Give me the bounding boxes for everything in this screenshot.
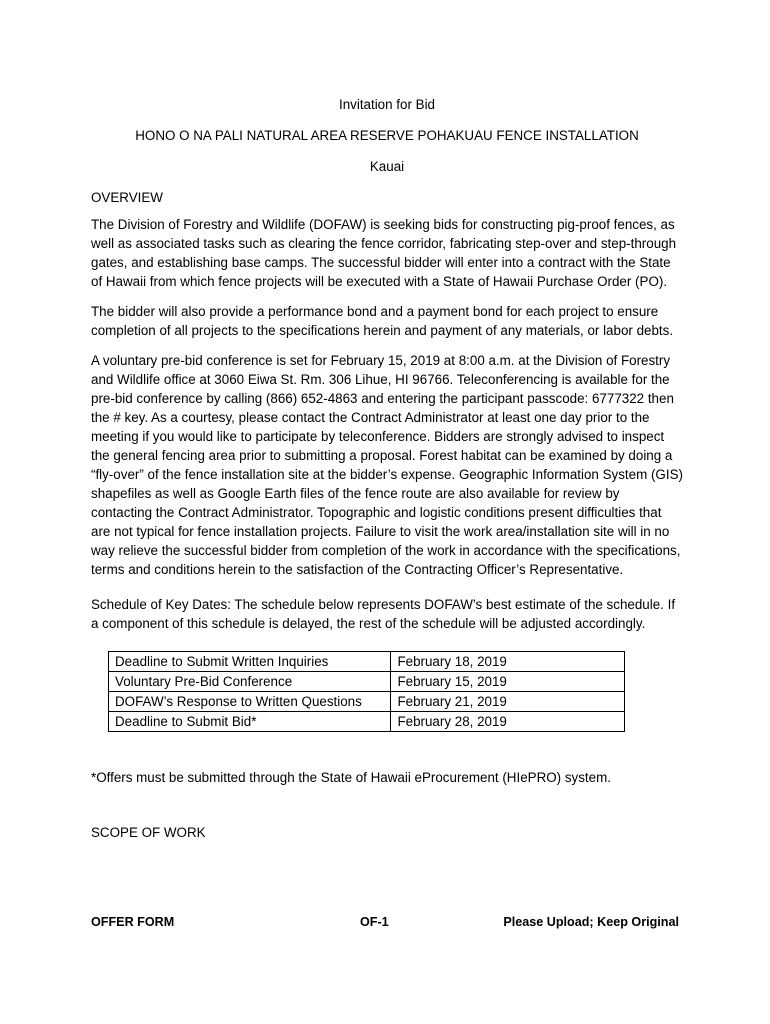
- overview-heading: OVERVIEW: [91, 190, 163, 205]
- paragraph-conference: A voluntary pre-bid conference is set for February 15, 2019 at 8:00 a.m. at the Division of Forestry and Wildlife office at 3060 Eiwa St. Rm. 306 Lihue, HI 96766. Teleconferencing is available for the pre-bid conference by calling (866) 652-4863 and entering the participant passcode: 6777322 then the # key. As a courtesy, please contact the Contract Administrator at least one day prior to the meeting if you would like to participate by teleconference. Bidders are strongly advised to inspect the general fencing area prior to submitting a proposal. Forest habitat can be examined by doing a “fly-over” of the fence installation site at the bidder’s expense. Geographic Information System (GIS) shapefiles as well as Google Earth files of the fence route are also available for review by contacting the Contract Administrator. Topographic and logistic conditions present difficulties that are not typical for fence installation projects. Failure to visit the work area/installation site will in no way relieve the successful bidder from completion of the work in accordance with the specifications, terms and conditions herein to the satisfaction of the Contracting Officer’s Representative.: [91, 353, 683, 577]
- schedule-date: February 28, 2019: [391, 712, 625, 732]
- schedule-event: Deadline to Submit Bid*: [109, 712, 391, 732]
- offers-note: *Offers must be submitted through the State of Hawaii eProcurement (HIePRO) system.: [91, 770, 611, 785]
- table-row: [109, 712, 625, 732]
- document-location: Kauai: [369, 159, 405, 174]
- schedule-date: February 18, 2019: [391, 652, 625, 672]
- table-row: [109, 652, 625, 672]
- paragraph-bonds: The bidder will also provide a performance bond and a payment bond for each project to ensure completion of all projects to the specifications herein and payment of any materials, or labor debts.: [91, 304, 674, 338]
- table-row: [109, 692, 625, 712]
- schedule-date: February 21, 2019: [391, 692, 625, 712]
- document-title: Invitation for Bid: [338, 97, 436, 112]
- schedule-intro: Schedule of Key Dates: The schedule below represents DOFAW’s best estimate of the schedule. If a component of this schedule is delayed, the rest of the schedule will be adjusted accordingly.: [91, 597, 676, 631]
- schedule-event: Deadline to Submit Written Inquiries: [109, 652, 391, 672]
- paragraph-intro: The Division of Forestry and Wildlife (DOFAW) is seeking bids for constructing pig-proof fences, as well as associated tasks such as clearing the fence corridor, fabricating step-over and step-through gates, and establishing base camps. The successful bidder will enter into a contract with the State of Hawaii from which fence projects will be executed with a State of Hawaii Purchase Order (PO).: [91, 217, 677, 289]
- schedule-event: Voluntary Pre-Bid Conference: [109, 672, 391, 692]
- document-subtitle: HONO O NA PALI NATURAL AREA RESERVE POHAKUAU FENCE INSTALLATION: [135, 128, 639, 143]
- document-body: [91, 95, 683, 842]
- footer-form-name: OFFER FORM: [91, 915, 175, 929]
- schedule-date: February 15, 2019: [391, 672, 625, 692]
- table-row: [109, 672, 625, 692]
- footer-page-number: OF-1: [360, 915, 389, 929]
- schedule-event: DOFAW’s Response to Written Questions: [109, 692, 391, 712]
- footer-instruction: Please Upload; Keep Original: [503, 915, 679, 929]
- key-dates-table: [108, 651, 625, 732]
- scope-of-work-heading: SCOPE OF WORK: [91, 825, 206, 840]
